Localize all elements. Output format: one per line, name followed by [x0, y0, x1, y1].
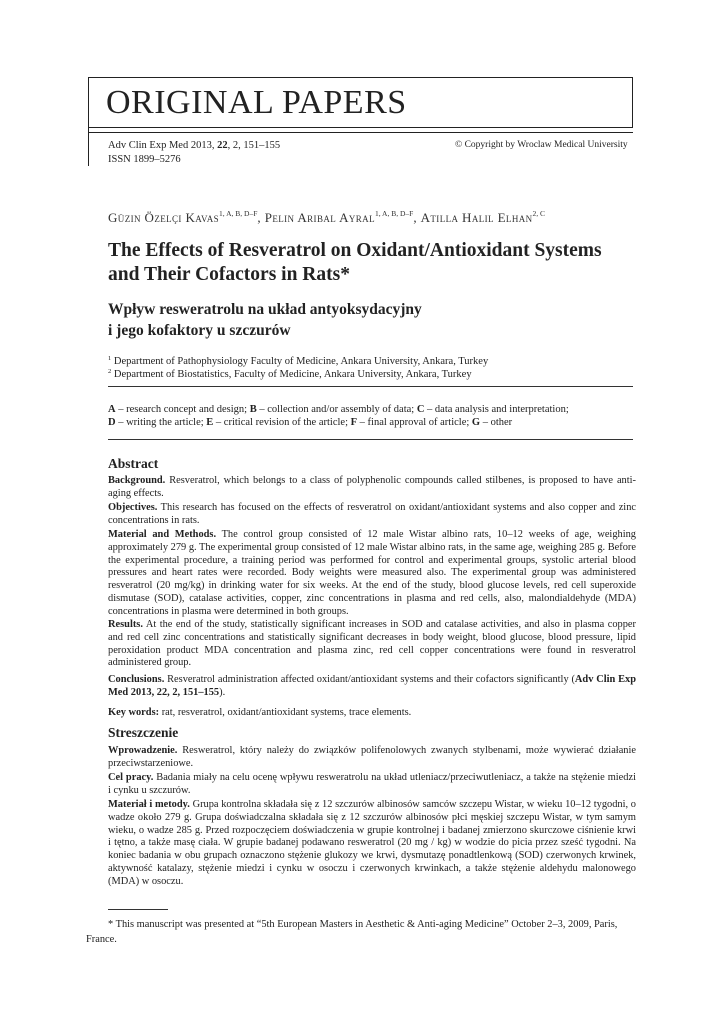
- contribution-key: E: [206, 417, 214, 428]
- issn: ISSN 1899–5276: [108, 154, 181, 165]
- paragraph-label: Results.: [108, 619, 143, 630]
- paragraph-text: The control group consisted of 12 male Wistar albino rats, 10–12 weeks of age, weighing approximately 279 g. The experimental group consisted of 12 male Wistar albino rats, in the same age, weighing 285 g. Before the experimental procedure, a training period was performed for control and experimental groups, systolic arterial blood pressures and heart rates were recorded. Body weights were measured also. The experimental group was administered resveratrol (20 mg/kg) in drinking water for six weeks. At the end of the study, blood glucose levels, red cell superoxide dismutase (SOD), catalase activities, copper, zinc concentrations in plasma and red cells, also, malondialdehyde (MDA) concentrations in plasma were determined in both groups.: [108, 529, 636, 617]
- paragraph-text: Grupa kontrolna składała się z 12 szczurów albinosów samców szczepu Wistar, w wieku 10–12 tygodni, o wadze około 279 g. Grupa doświadczalna składała się z 12 szczurów albinosów płci męskiej szczepu Wistar, w tym samym wieku, o wadze 285 g. Przed rozpoczęciem doświadczenia w grupie kontrolnej i badanej zmierzono skurczowe ciśnienie krwi i tętno, a także masę ciała. W grupie badanej podawano resweratrol (20 mg / kg) w wodzie do picia przez sześć tygodni. Na koniec badania w obu grupach oznaczono stężenie glukozy we krwi, dysmutazę ponadtlenkową (SOD) czerwonych krwinek, aktywność katalazy, stężenie miedzi i cynku w osoczu i czerwonych krwinkach, a także stężenie aldehydu malonowego (MDA) w osoczu.: [108, 799, 636, 887]
- copyright-notice: © Copyright by Wroclaw Medical University: [455, 140, 628, 150]
- streszczenie-heading: Streszczenie: [108, 725, 179, 740]
- journal-prefix: Adv Clin Exp Med 2013,: [108, 140, 218, 151]
- contribution-key: D: [108, 417, 116, 428]
- contribution-key: A: [108, 404, 116, 415]
- header-bottom-rule: [88, 132, 633, 133]
- paragraph-text: ).: [219, 686, 226, 698]
- contribution-text: – critical revision of the article;: [213, 417, 351, 428]
- contribution-text: – other: [480, 417, 513, 428]
- section-title: ORIGINAL PAPERS: [106, 84, 407, 121]
- contribution-text: – final approval of article;: [357, 417, 472, 428]
- journal-citation: [108, 139, 280, 153]
- contribution-key: F: [350, 417, 358, 428]
- author-affiliation-mark: 1, A, B, D–F: [374, 209, 414, 218]
- divider: [108, 439, 633, 440]
- affiliation-text: Department of Pathophysiology Faculty of Medicine, Ankara University, Ankara, Turkey: [111, 356, 489, 367]
- paragraph-text: At the end of the study, statistically significant increases in SOD and catalase activities, and also in plasma copper and red cell zinc concentrations and statistically significant decreases in body weight, blood glucose, blood pressure, lipid peroxidation product MDA concentration and plasma zinc, red cell copper concentrations were found in resveratrol administered group.: [108, 619, 636, 669]
- citation: Adv Clin Exp Med 2013, 22, 2, 151–155: [108, 674, 636, 698]
- contribution-text: – research concept and design;: [115, 404, 250, 415]
- paragraph-text: Resveratrol, which belongs to a class of polyphenolic compounds called stilbenes, is proposed to have anti-aging effects.: [108, 475, 636, 499]
- affiliation: [108, 365, 472, 381]
- title-polish-line: i jego kofaktory u szczurów: [108, 322, 291, 339]
- contribution-legend: [108, 416, 512, 430]
- paragraph-label: Wprowadzenie.: [108, 745, 178, 756]
- contribution-legend: [108, 403, 569, 417]
- abstract-conclusions: [108, 674, 636, 700]
- contribution-text: – collection and/or assembly of data;: [256, 404, 417, 415]
- paragraph-text: Badania miały na celu ocenę wpływu resweratrolu na układ utleniacz/przeciwutleniacz, a także na stężenie miedzi i cynku u szczurów.: [108, 772, 636, 796]
- abstract-background: [108, 475, 636, 501]
- title-polish-line: Wpływ resweratrolu na układ antyoksydacyjny: [108, 301, 422, 318]
- paragraph-label: Background.: [108, 475, 166, 486]
- author-name: Atilla Halil Elhan: [420, 210, 533, 225]
- paragraph-text: rat, resveratrol, oxidant/antioxidant systems, trace elements.: [159, 707, 412, 718]
- abstract-keywords: [108, 707, 636, 720]
- journal-suffix: , 2, 151–155: [227, 140, 281, 151]
- paragraph-label: Objectives.: [108, 502, 158, 513]
- contribution-key: B: [249, 404, 257, 415]
- article-title-text: The Effects of Resveratrol on Oxidant/Antioxidant Systems and Their Cofactors in Rats: [108, 240, 602, 285]
- paragraph-label: Cel pracy.: [108, 772, 154, 783]
- author-affiliation-mark: 1, A, B, D–F: [219, 209, 258, 218]
- footnote: * This manuscript was presented at “5th European Masters in Aesthetic & Anti-aging Medicine” October 2–3, 2009, Paris, France.: [86, 919, 618, 945]
- contribution-key: C: [416, 404, 425, 415]
- article-title-polish: [108, 299, 628, 341]
- journal-volume: 22: [217, 140, 228, 151]
- paragraph-label: Key words:: [108, 707, 160, 718]
- paragraph-text: Resweratrol, który należy do związków polifenolowych zwanych stylbenami, może wywierać działanie przeciwstarzeniowe.: [108, 745, 636, 769]
- abstract-results: [108, 619, 636, 670]
- title-footnote-mark: *: [340, 264, 350, 285]
- author-separator: ,: [413, 210, 421, 225]
- abstract-methods: [108, 529, 636, 619]
- article-title-english: [108, 239, 628, 287]
- header-left-rule: [88, 128, 89, 166]
- contribution-text: – data analysis and interpretation;: [424, 404, 569, 415]
- affiliation-text: Department of Biostatistics, Faculty of Medicine, Ankara University, Ankara, Turkey: [111, 369, 472, 380]
- divider: [108, 386, 633, 387]
- footnote-rule: [108, 909, 168, 910]
- author-affiliation-mark: 2, C: [532, 209, 546, 218]
- paragraph-label: Conclusions.: [108, 674, 165, 685]
- author-separator: ,: [257, 210, 265, 225]
- author-name: Pelin Aribal Ayral: [264, 210, 375, 225]
- author-list: [108, 209, 545, 226]
- affiliation-number: 1: [108, 355, 112, 362]
- paragraph-label: Materiał i metody.: [108, 799, 190, 810]
- paragraph-text: Resveratrol administration affected oxidant/antioxidant systems and their cofactors significantly (: [164, 674, 575, 685]
- paragraph-label: Material and Methods.: [108, 529, 217, 540]
- abstract-objectives: [108, 502, 636, 528]
- author-name: Güzin Özelçi Kavas: [108, 210, 220, 225]
- abstract-heading: Abstract: [108, 456, 159, 471]
- streszczenie-aim: [108, 772, 636, 798]
- contribution-text: – writing the article;: [115, 417, 207, 428]
- paragraph-text: This research has focused on the effects of resveratrol on oxidant/antioxidant systems and also copper and zinc concentrations in rats.: [108, 502, 636, 526]
- streszczenie-methods: [108, 799, 636, 889]
- affiliation-number: 2: [108, 368, 112, 375]
- contribution-key: G: [471, 417, 481, 428]
- streszczenie-intro: [108, 745, 636, 771]
